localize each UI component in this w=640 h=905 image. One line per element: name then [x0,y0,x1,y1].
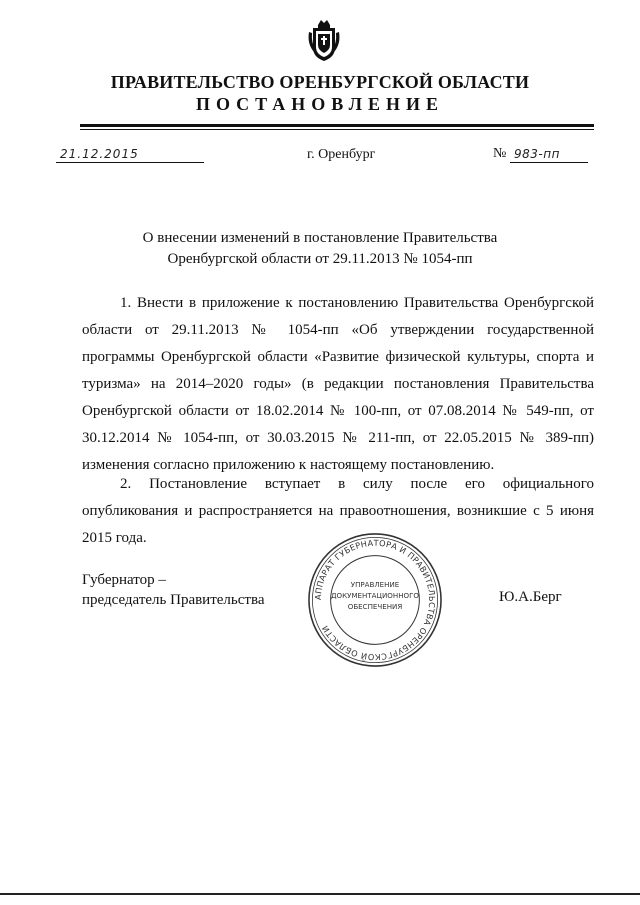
stamp-ring-text: АППАРАТ ГУБЕРНАТОРА И ПРАВИТЕЛЬСТВА ОРЕНБУРГСКОЙ ОБЛАСТИ [312,537,438,663]
stamp-center-line-2: ДОКУМЕНТАЦИОННОГО [331,591,419,601]
header-rule-thin [80,129,594,130]
government-title: ПРАВИТЕЛЬСТВО ОРЕНБУРГСКОЙ ОБЛАСТИ [110,72,530,92]
document-date: 21.12.2015 [60,147,139,161]
document-city: г. Оренбург [307,147,376,162]
stamp-center-line-1: УПРАВЛЕНИЕ [350,580,400,590]
document-subject [120,228,520,270]
date-underline [56,162,204,163]
header-rule-thick [80,124,594,127]
body-paragraph-1: 1. Внести в приложение к постановлению Правительства Оренбургской области от 29.11.2013 № 1054-пп «Об утверждении государственной программы Оренбургской области «Развитие физической культуры, спорта и туризма» на 2014–2020 годы» (в редакции постановления Правительства Оренбургской области от 18.02.2014 № 100-пп, от 07.08.2014 № 549-пп, от 30.12.2014 № 1054-пп, от 30.03.2015 № 211-пп, от 22.05.2015 № 389-пп) изменения согласно приложению к настоящему постановлению. [82,295,594,473]
page-bottom-edge [0,893,640,895]
stamp-center-line-3: ОБЕСПЕЧЕНИЯ [347,601,403,611]
official-stamp [306,531,444,669]
number-underline [510,162,588,163]
signatory-position-line-2: председатель Правительства [82,592,265,608]
subject-line-1: О внесении изменений в постановление Правительства [142,230,498,246]
document-number: 983-пп [514,147,560,161]
number-label: № [493,146,507,161]
coat-of-arms-emblem [307,18,341,62]
signatory-position-line-1: Губернатор – [82,572,166,588]
signatory-position [82,570,265,610]
subject-line-2: Оренбургской области от 29.11.2013 № 1054-пп [167,251,473,267]
document-type: ПОСТАНОВЛЕНИЕ [195,94,445,114]
signatory-name: Ю.А.Берг [499,589,562,605]
body-paragraph-2: 2. Постановление вступает в силу после его официального опубликования и распространяется на правоотношения, возникшие с 5 июня 2015 года. [82,476,594,546]
